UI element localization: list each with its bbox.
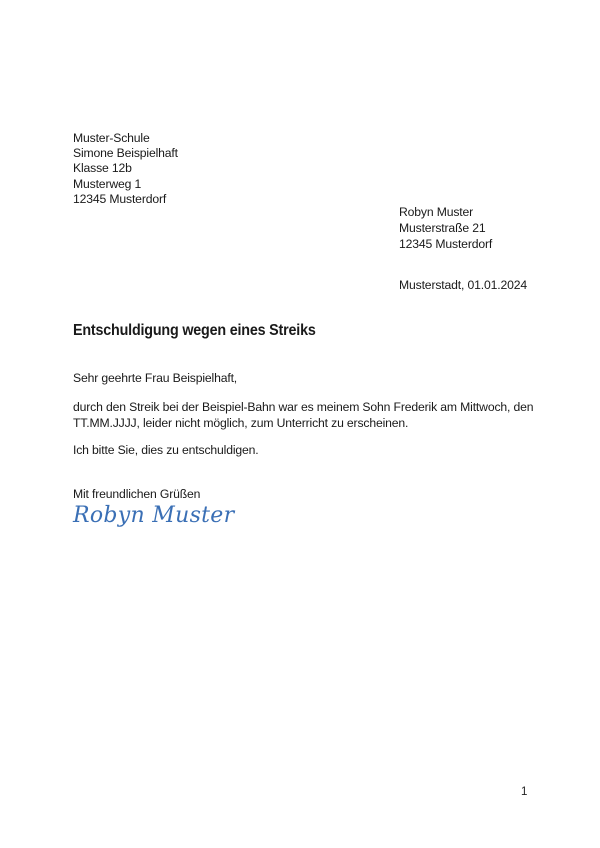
recipient-street: Musterstraße 21 [399, 221, 486, 235]
sender-school: Muster-Schule [73, 131, 150, 145]
subject-heading: Entschuldigung wegen eines Streiks [73, 322, 316, 339]
sender-city: 12345 Musterdorf [73, 191, 167, 206]
sender-class: Klasse 12b [73, 161, 132, 176]
recipient-name: Robyn Muster [399, 205, 474, 219]
closing-phrase: Mit freundlichen Grüßen [73, 487, 201, 501]
place-date: Musterstadt, 01.01.2024 [399, 278, 527, 292]
signature: Robyn Muster [73, 503, 235, 528]
request-paragraph: Ich bitte Sie, dies zu entschuldigen. [73, 443, 259, 457]
body-paragraph [73, 399, 543, 431]
recipient-address-block [399, 204, 492, 252]
body-line: durch den Streik bei der Beispiel-Bahn war es meinem Sohn Frederik am Mittwoch, den [73, 400, 534, 414]
sender-name: Simone Beispielhaft [73, 146, 178, 161]
salutation: Sehr geehrte Frau Beispielhaft, [73, 371, 238, 385]
body-line: TT.MM.JJJJ, leider nicht möglich, zum Unterricht zu erscheinen. [73, 416, 409, 430]
sender-street: Musterweg 1 [73, 176, 142, 191]
sender-address-block [73, 131, 178, 207]
recipient-city: 12345 Musterdorf [399, 237, 493, 251]
page-number: 1 [521, 786, 528, 798]
